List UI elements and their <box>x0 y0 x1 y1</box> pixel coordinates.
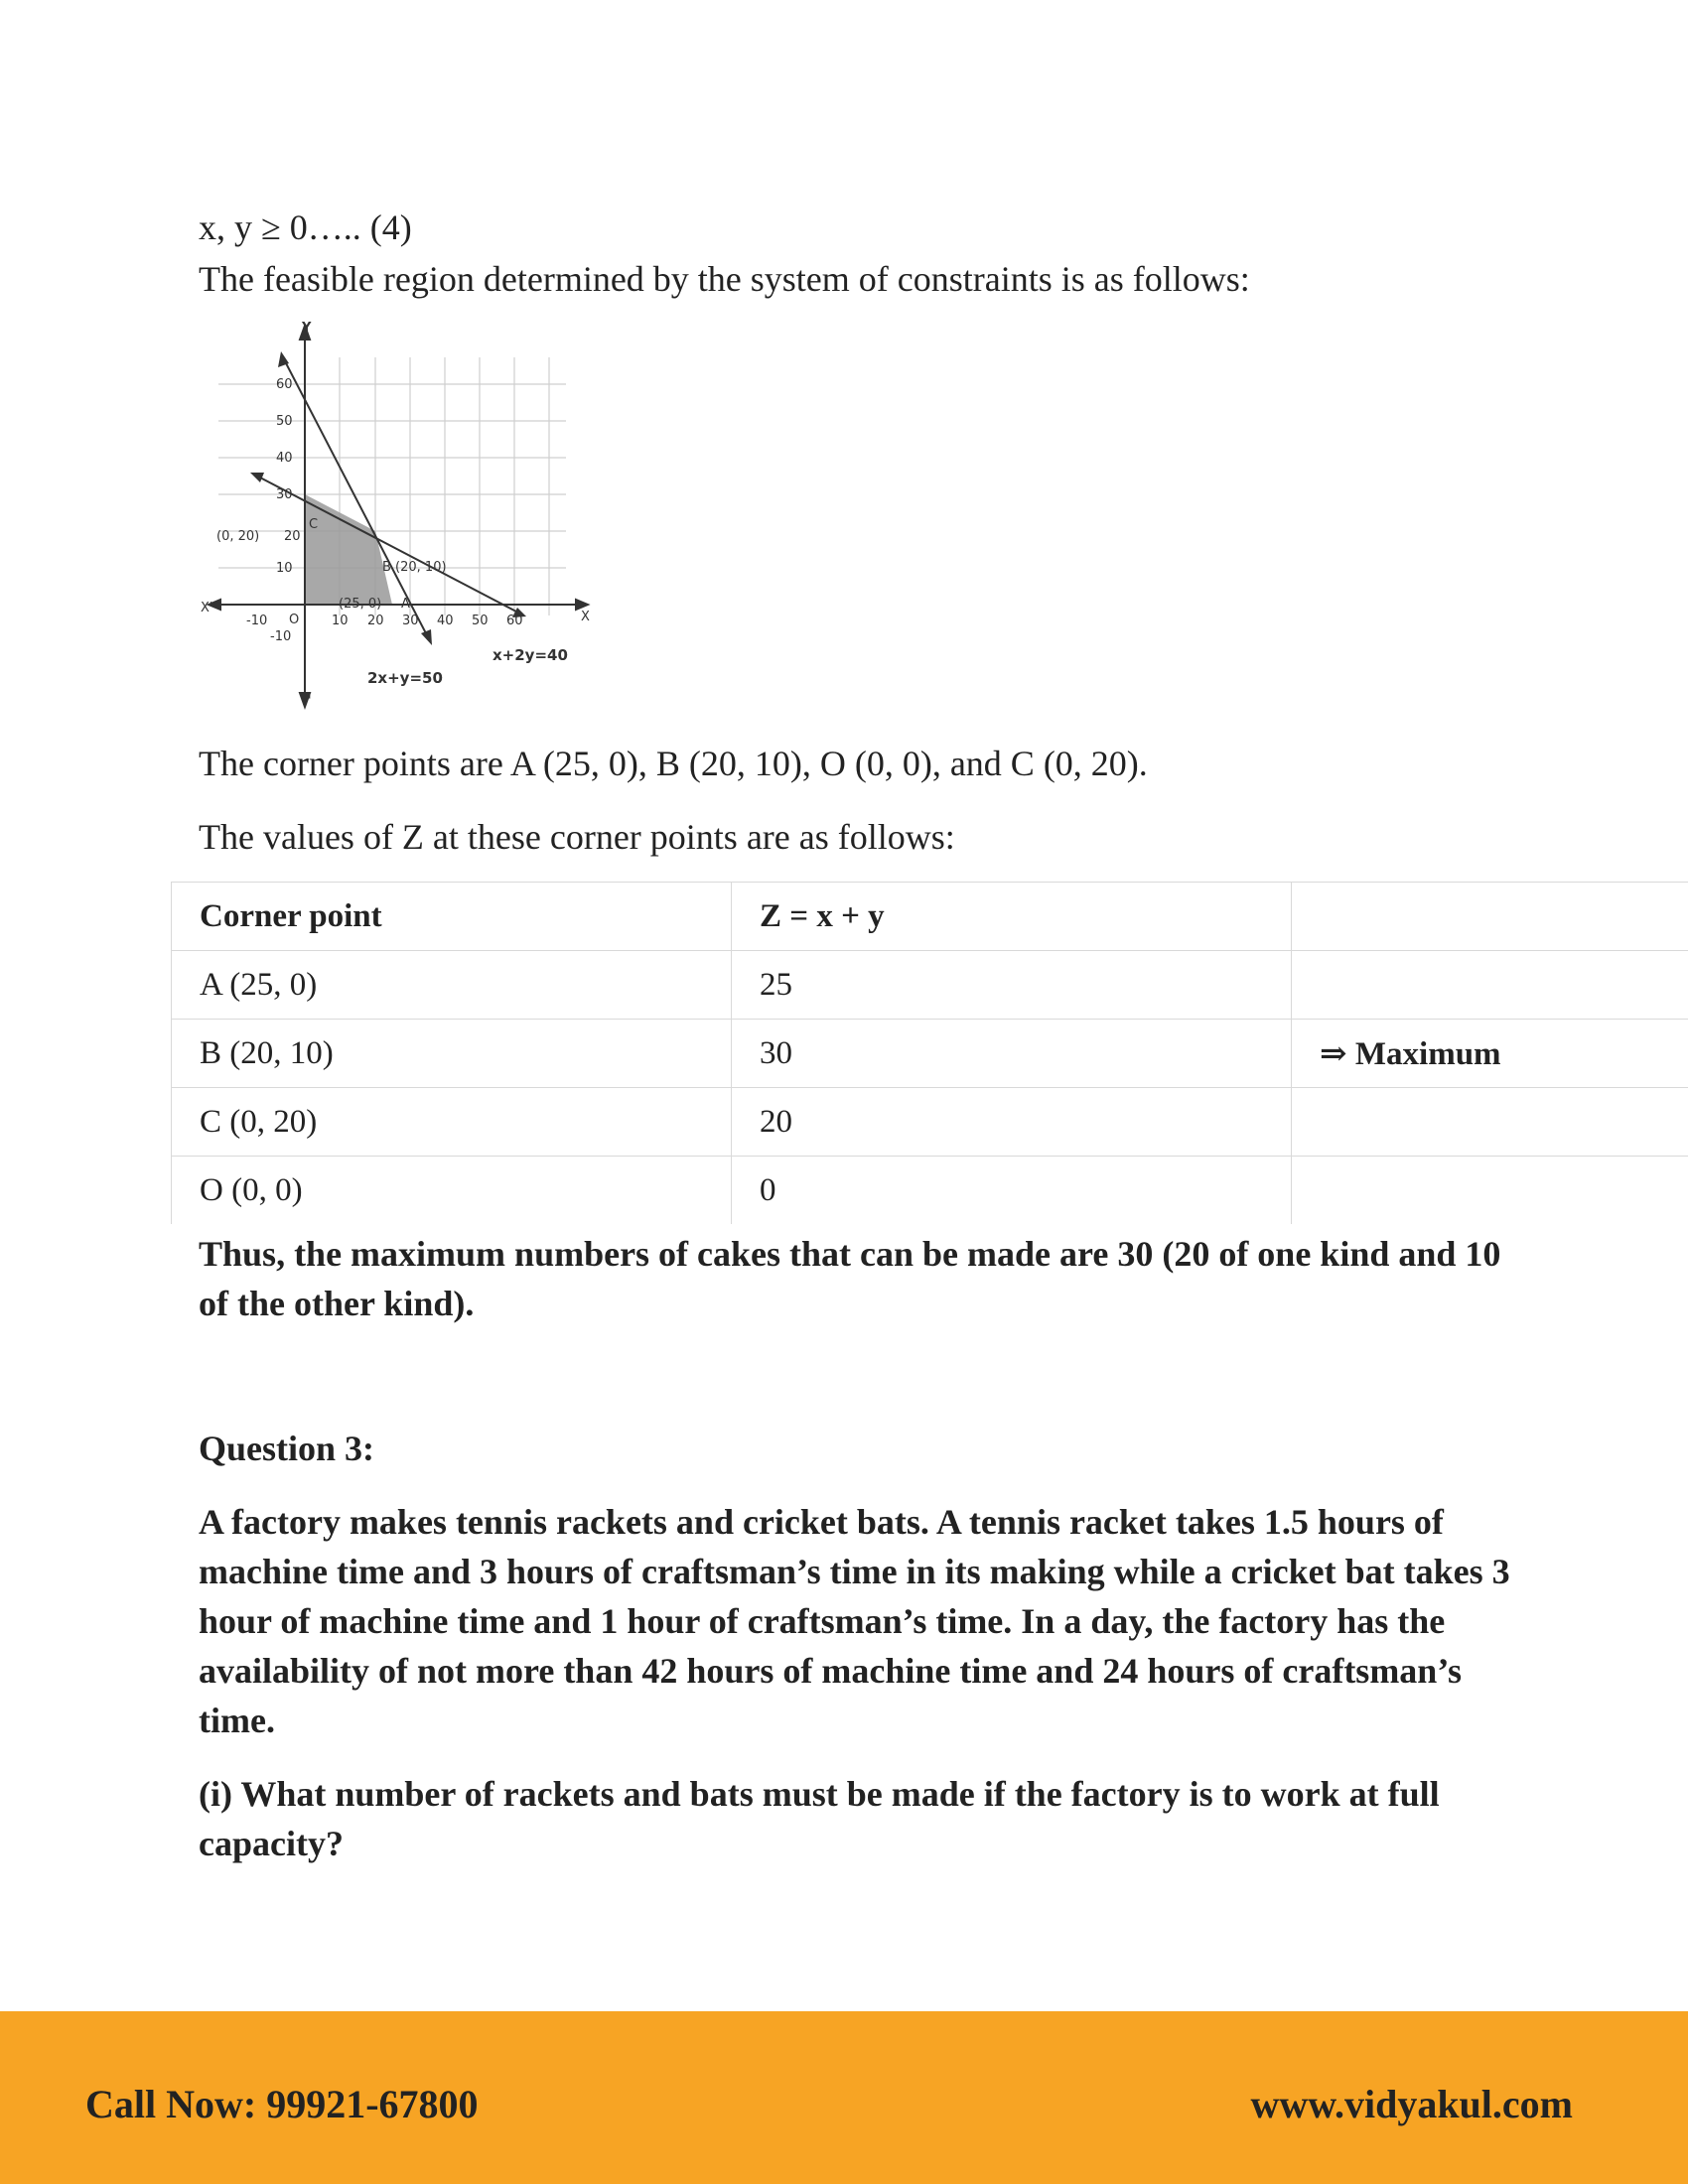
table-row <box>172 1088 1688 1157</box>
line2-label: x+2y=40 <box>492 646 568 664</box>
table-cell: A (25, 0) <box>172 951 732 1020</box>
call-now-text: Call Now: 99921-67800 <box>85 2082 479 2126</box>
table-cell: C (0, 20) <box>172 1088 732 1157</box>
table-row <box>172 951 1688 1020</box>
table-cell <box>1292 1088 1688 1157</box>
point-c-coord-label: (0, 20) <box>216 529 260 544</box>
x-tick-50: 50 <box>472 614 489 628</box>
feasible-region <box>305 494 392 605</box>
y-tick-40: 40 <box>276 451 293 466</box>
y-tick-20: 20 <box>284 529 301 544</box>
x-tick-neg10: -10 <box>246 614 268 628</box>
table-cell: 30 <box>732 1020 1292 1088</box>
axis-y-label: Y <box>302 321 312 336</box>
question-title: Question 3: <box>199 1429 375 1468</box>
maximum-marker: ⇒ Maximum <box>1292 1020 1688 1088</box>
website-link[interactable]: www.vidyakul.com <box>1250 2082 1573 2126</box>
table-row <box>172 1020 1688 1088</box>
table-cell: 25 <box>732 951 1292 1020</box>
x-tick-40: 40 <box>437 614 454 628</box>
origin-label: O <box>289 613 300 627</box>
table-cell: B (20, 10) <box>172 1020 732 1088</box>
line1-label: 2x+y=50 <box>367 669 443 687</box>
point-a-letter: A <box>401 597 410 612</box>
table-cell <box>1292 1157 1688 1225</box>
table-cell: 20 <box>732 1088 1292 1157</box>
axis-y-neg-label: Y' <box>300 694 312 709</box>
x-tick-60: 60 <box>506 614 523 628</box>
point-b-label: B (20, 10) <box>382 560 447 575</box>
table-cell <box>1292 951 1688 1020</box>
conclusion-text: Thus, the maximum numbers of cakes that can be made are 30 (20 of one kind and 10 of the other kind). <box>199 1234 1501 1323</box>
feasible-region-text: The feasible region determined by the system of constraints is as follows: <box>199 259 1250 299</box>
point-c-letter: C <box>309 517 319 532</box>
y-tick-30: 30 <box>276 487 293 502</box>
table-header-cell <box>1292 883 1688 951</box>
y-tick-10: 10 <box>276 561 293 576</box>
y-tick-50: 50 <box>276 414 293 429</box>
corner-point-table <box>171 882 1688 1224</box>
question-part-i: (i) What number of rackets and bats must be made if the factory is to work at full capacity? <box>199 1774 1440 1863</box>
x-tick-30: 30 <box>402 614 419 628</box>
table-row <box>172 1157 1688 1225</box>
table-header-cell: Corner point <box>172 883 732 951</box>
question-body: A factory makes tennis rackets and cricket bats. A tennis racket takes 1.5 hours of machine time and 3 hours of craftsman’s time in its making while a cricket bat takes 3 hour of machine time and 1 hour of craftsman’s time. In a day, the factory has the availability of not more than 42 hours of machine time and 24 hours of craftsman’s time. <box>199 1502 1510 1740</box>
axis-x-label: X <box>581 610 590 624</box>
table-cell: O (0, 0) <box>172 1157 732 1225</box>
x-tick-20: 20 <box>367 614 384 628</box>
z-values-text: The values of Z at these corner points are as follows: <box>199 817 955 857</box>
axis-x-neg-label: X' <box>201 601 213 615</box>
table-cell: 0 <box>732 1157 1292 1225</box>
point-a-coord-label: (25, 0) <box>339 597 382 612</box>
y-tick-60: 60 <box>276 377 293 392</box>
corner-points-text: The corner points are A (25, 0), B (20, 10), O (0, 0), and C (0, 20). <box>199 744 1148 783</box>
table-header-row <box>172 883 1688 951</box>
footer-banner <box>0 2011 1688 2184</box>
constraint-line: x, y ≥ 0….. (4) <box>199 207 412 247</box>
feasible-region-graph <box>189 318 606 715</box>
x-tick-10: 10 <box>332 614 349 628</box>
table-header-cell: Z = x + y <box>732 883 1292 951</box>
y-tick-neg10: -10 <box>270 629 292 644</box>
